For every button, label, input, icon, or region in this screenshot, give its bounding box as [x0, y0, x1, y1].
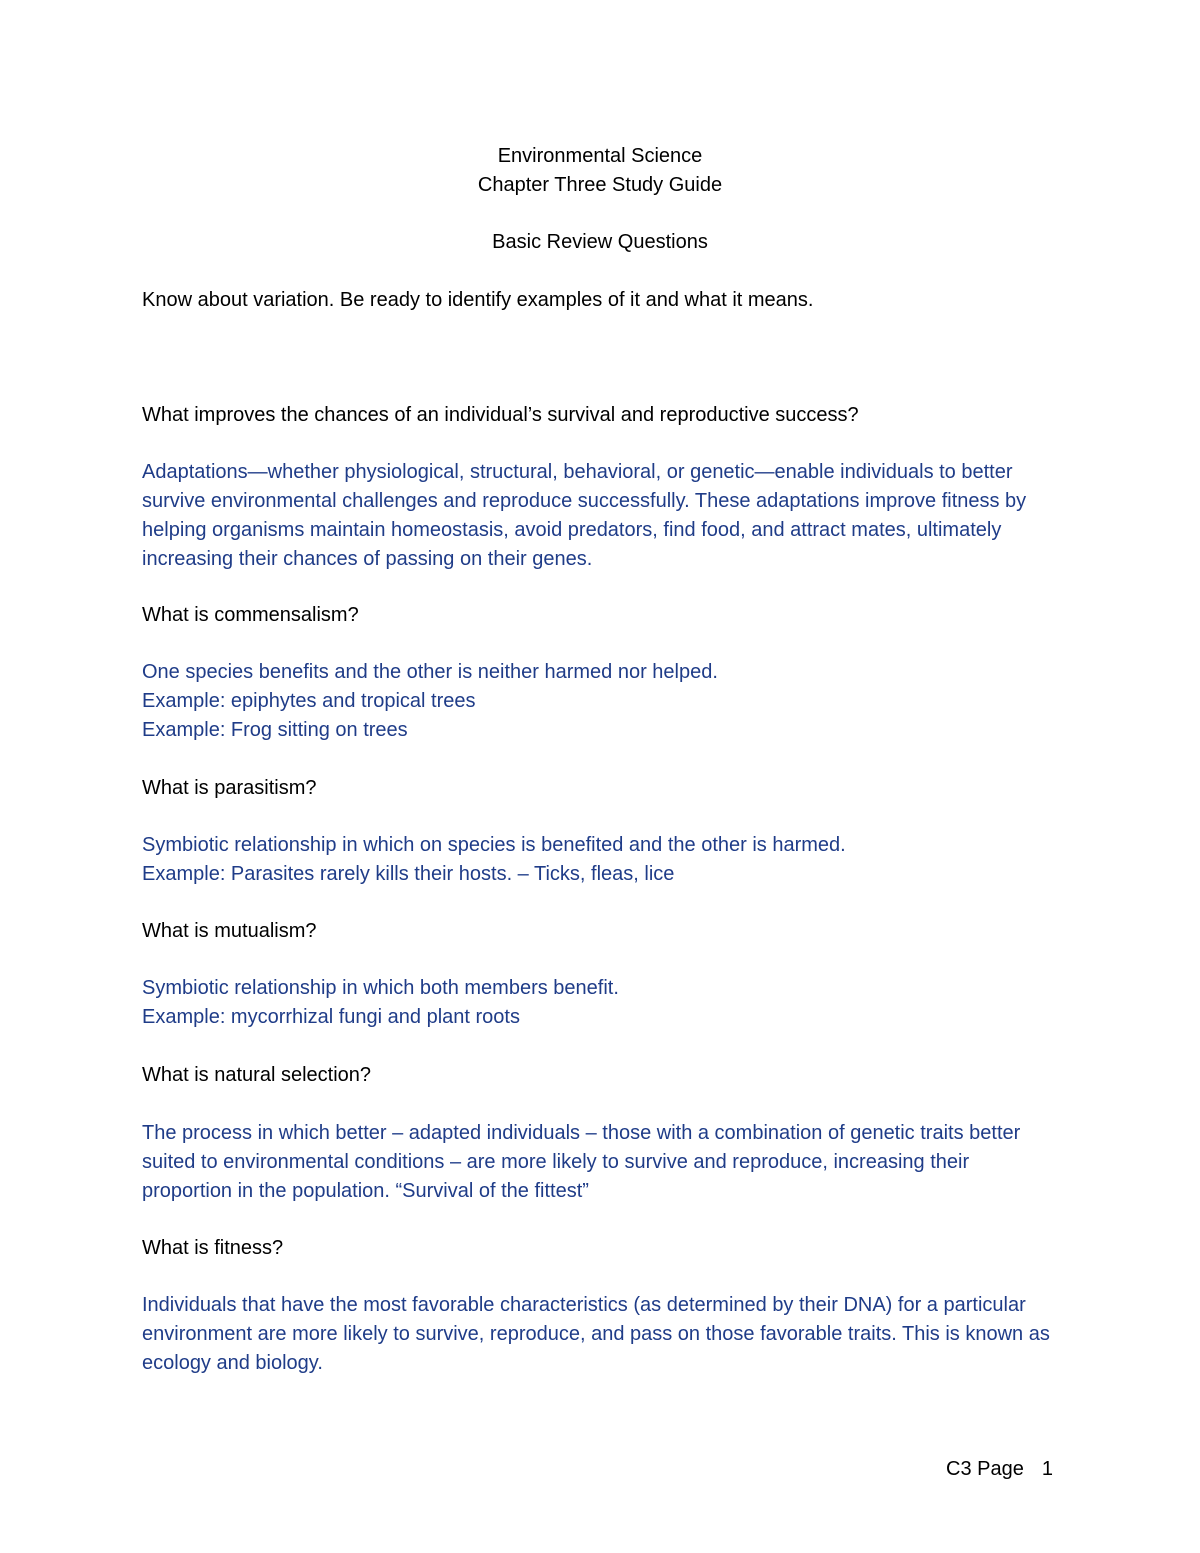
header-spacer — [0, 200, 1200, 228]
answer-4-line-1: Symbiotic relationship in which both members benefit. — [142, 977, 619, 999]
question-6: What is fitness? — [142, 1237, 284, 1259]
page-footer — [946, 1455, 1053, 1484]
question-4: What is mutualism? — [142, 920, 317, 942]
answer-6 — [142, 1291, 1062, 1378]
answer-3-line-2: Example: Parasites rarely kills their hosts. – Ticks, fleas, lice — [142, 863, 675, 885]
answer-4 — [142, 974, 1062, 1032]
question-2: What is commensalism? — [142, 604, 359, 626]
question-5: What is natural selection? — [142, 1064, 372, 1086]
answer-2-line-3: Example: Frog sitting on trees — [142, 719, 408, 741]
question-3: What is parasitism? — [142, 777, 317, 799]
answer-1 — [142, 458, 1062, 574]
answer-4-line-2: Example: mycorrhizal fungi and plant roots — [142, 1006, 520, 1028]
document-header — [0, 142, 1200, 257]
answer-2-line-1: One species benefits and the other is neither harmed nor helped. — [142, 661, 718, 683]
answer-2 — [142, 658, 1062, 745]
answer-5-line-1: The process in which better – adapted individuals – those with a combination of genetic traits better suited to environmental conditions – are more likely to survive and reproduce, increasing their proportion in the population. “Survival of the fittest” — [142, 1122, 1021, 1202]
answer-3 — [142, 831, 1062, 889]
answer-1-line-1: Adaptations—whether physiological, structural, behavioral, or genetic—enable individuals to better survive environmental challenges and reproduce successfully. These adaptations improve fitness by helping organisms maintain homeostasis, avoid predators, find food, and attract mates, ultimately increasing their chances of passing on their genes. — [142, 461, 1027, 570]
page-label: C3 Page — [946, 1458, 1024, 1480]
intro-text: Know about variation. Be ready to identify examples of it and what it means. — [142, 289, 814, 311]
answer-3-line-1: Symbiotic relationship in which on species is benefited and the other is harmed. — [142, 834, 846, 856]
answer-5 — [142, 1119, 1062, 1206]
document-subtitle: Chapter Three Study Guide — [477, 174, 723, 196]
answer-2-line-2: Example: epiphytes and tropical trees — [142, 690, 476, 712]
question-1: What improves the chances of an individual’s survival and reproductive success? — [142, 404, 859, 426]
page-number: 1 — [1041, 1458, 1053, 1480]
document-title: Environmental Science — [497, 145, 703, 167]
answer-6-line-1: Individuals that have the most favorable characteristics (as determined by their DNA) for a particular environment are more likely to survive, reproduce, and pass on those favorable traits. This is known as ecology and biology. — [142, 1294, 1050, 1374]
section-heading: Basic Review Questions — [492, 231, 708, 253]
